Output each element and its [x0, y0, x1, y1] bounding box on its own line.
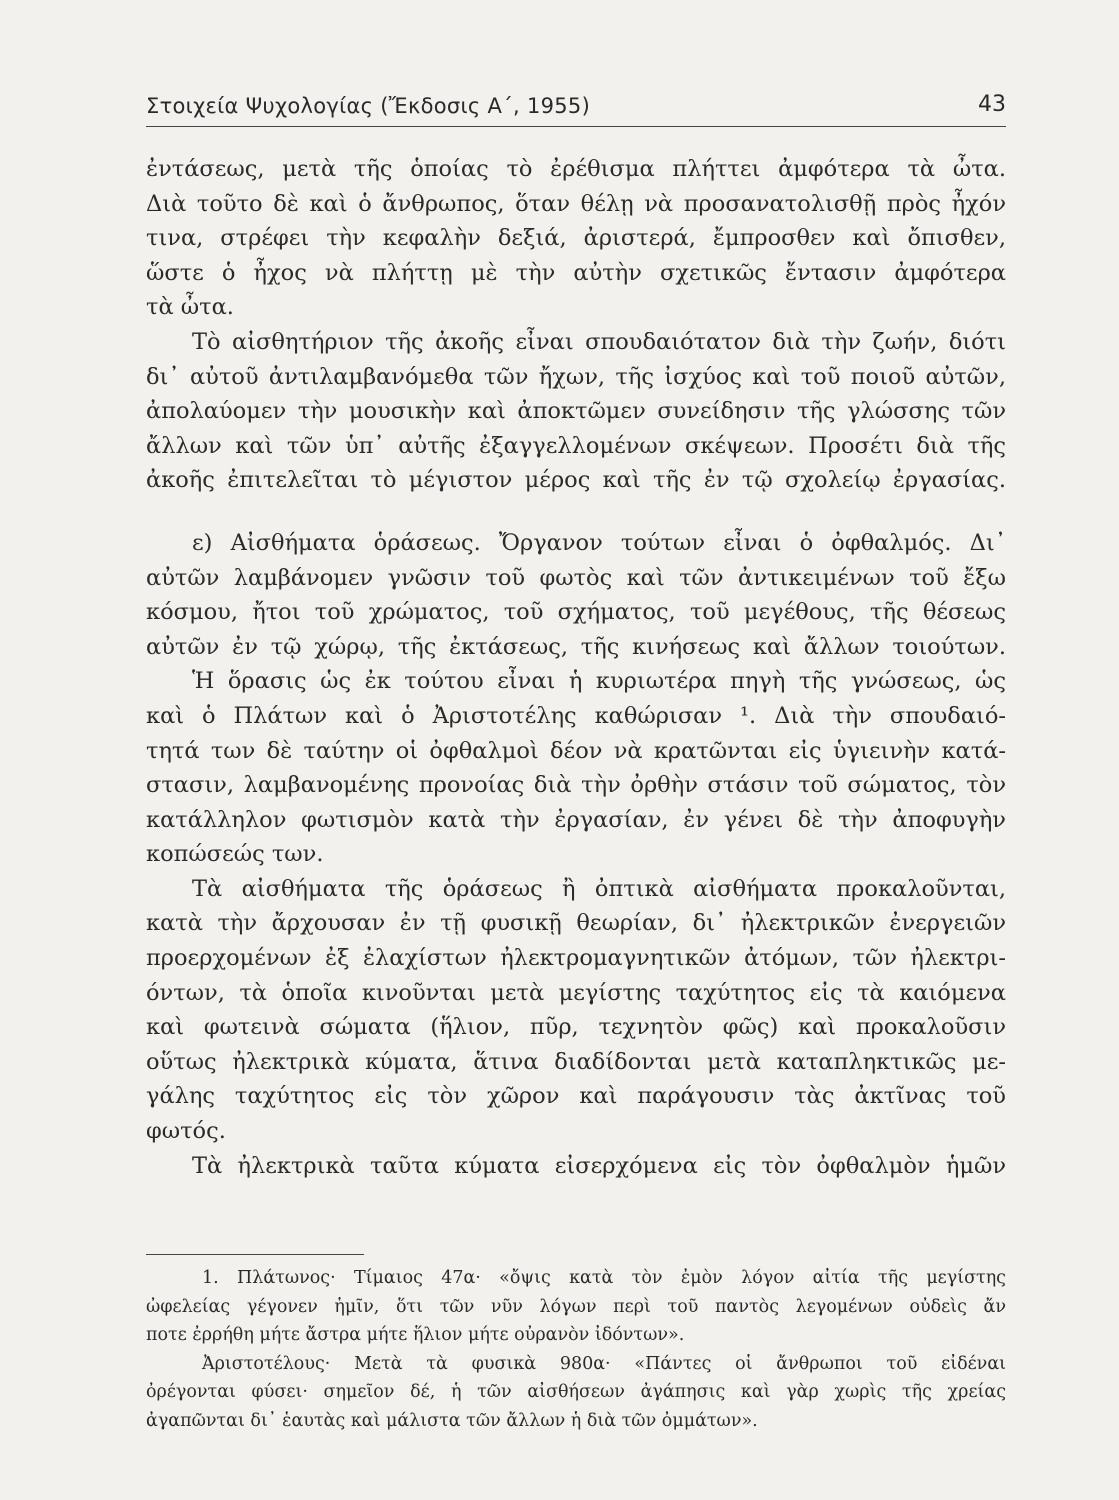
text-line: τὰ ὦτα.: [146, 294, 234, 321]
text-line: ἄλλων καὶ τῶν ὑπ᾽ αὐτῆς ἐξαγγελλομένων σκέψεων. Προσέτι διὰ τῆς: [146, 432, 1006, 459]
text-line: κοπώσεώς των.: [146, 841, 324, 868]
footnote-line: ὀρέγονται φύσει· σημεῖον δέ, ἡ τῶν αἰσθήσεων ἀγάπησις καὶ γὰρ χωρὶς τῆς χρείας: [146, 1382, 1006, 1402]
text-line: τητά των δὲ ταύτην οἱ ὀφθαλμοὶ δέον νὰ κρατῶνται εἰς ὑγιεινὴν κατά-: [146, 737, 1006, 764]
footnote-divider: [146, 1254, 364, 1255]
text-line: ἐντάσεως, μετὰ τῆς ὁποίας τὸ ἐρέθισμα πλήττει ἀμφότερα τὰ ὦτα.: [146, 156, 1006, 182]
text-line: ἀκοῆς ἐπιτελεῖται τὸ μέγιστον μέρος καὶ τῆς ἐν τῷ σχολείῳ ἐργασίας.: [146, 467, 1006, 494]
footnote-line: 1. Πλάτωνος· Τίμαιος 47α· «ὄψις κατὰ τὸν ἐμὸν λόγον αἰτία τῆς μεγίστης: [202, 1268, 1006, 1288]
text-line: αὐτῶν λαμβάνομεν γνῶσιν τοῦ φωτὸς καὶ τῶν ἀντικειμένων τοῦ ἔξω: [146, 564, 1006, 591]
text-line: τινα, στρέφει τὴν κεφαλὴν δεξιά, ἀριστερά, ἔμπροσθεν καὶ ὄπισθεν,: [146, 225, 1006, 252]
text-line: Τὰ αἰσθήματα τῆς ὁράσεως ἢ ὀπτικὰ αἰσθήματα προκαλοῦνται,: [192, 875, 1006, 902]
text-line: καὶ ὁ Πλάτων καὶ ὁ Ἀριστοτέλης καθώρισαν ¹. Διὰ τὴν σπουδαιό-: [146, 702, 1006, 729]
section-heading-line: ε) Αἰσθήματα ὁράσεως. Ὄργανον τούτων εἶναι ὁ ὀφθαλμός. Δι᾽: [192, 529, 1006, 556]
running-header: [146, 92, 1006, 127]
footnote-line: ὠφελείας γέγονεν ἡμῖν, ὅτι τῶν νῦν λόγων περὶ τοῦ παντὸς λεγομένων οὐδεὶς ἄν: [146, 1296, 1006, 1317]
text-line: κατάλληλον φωτισμὸν κατὰ τὴν ἐργασίαν, ἐν γένει δὲ τὴν ἀποφυγὴν: [146, 806, 1006, 833]
footnote-line: Ἀριστοτέλους· Μετὰ τὰ φυσικὰ 980α· «Πάντες οἱ ἄνθρωποι τοῦ εἰδέναι: [202, 1353, 1006, 1374]
text-line: φωτός.: [146, 1118, 226, 1145]
text-line: Τὰ ἠλεκτρικὰ ταῦτα κύματα εἰσερχόμενα εἰς τὸν ὀφθαλμὸν ἡμῶν: [192, 1152, 1006, 1179]
text-line: Τὸ αἰσθητήριον τῆς ἀκοῆς εἶναι σπουδαιότατον διὰ τὴν ζωήν, διότι: [192, 328, 1006, 355]
text-line: καὶ φωτεινὰ σώματα (ἥλιον, πῦρ, τεχνητὸν φῶς) καὶ προκαλοῦσιν: [146, 1014, 1006, 1041]
text-line: Ἡ ὅρασις ὡς ἐκ τούτου εἶναι ἡ κυριωτέρα πηγὴ τῆς γνώσεως, ὡς: [192, 668, 1006, 695]
text-line: κατὰ τὴν ἄρχουσαν ἐν τῇ φυσικῇ θεωρίαν, δι᾽ ἠλεκτρικῶν ἐνεργειῶν: [146, 910, 1006, 937]
footnotes: [146, 1264, 1006, 1435]
text-line: γάλης ταχύτητος εἰς τὸν χῶρον καὶ παράγουσιν τὰς ἀκτῖνας τοῦ: [146, 1083, 1006, 1110]
text-line: ἀπολαύομεν τὴν μουσικὴν καὶ ἀποκτῶμεν συνείδησιν τῆς γλώσσης τῶν: [146, 398, 1006, 425]
text-line: αὐτῶν ἐν τῷ χώρῳ, τῆς ἐκτάσεως, τῆς κινήσεως καὶ ἄλλων τοιούτων.: [146, 633, 1006, 660]
text-line: δι᾽ αὐτοῦ ἀντιλαμβανόμεθα τῶν ἤχων, τῆς ἰσχύος καὶ τοῦ ποιοῦ αὐτῶν,: [146, 363, 1006, 390]
text-line: όντων, τὰ ὁποῖα κινοῦνται μετὰ μεγίστης ταχύτητος εἰς τὰ καιόμενα: [146, 979, 1006, 1006]
section-gap: [146, 498, 1006, 526]
page-number: 43: [978, 92, 1006, 117]
text-line: στασιν, λαμβανομένης προνοίας διὰ τὴν ὀρθὴν στάσιν τοῦ σώματος, τὸν: [146, 772, 1006, 799]
text-line: κόσμου, ἤτοι τοῦ χρώματος, τοῦ σχήματος, τοῦ μεγέθους, τῆς θέσεως: [146, 599, 1006, 626]
text-line: οὕτως ἠλεκτρικὰ κύματα, ἅτινα διαδίδονται μετὰ καταπληκτικῶς με-: [146, 1048, 1006, 1075]
footnote-line: ποτε ἐρρήθη μήτε ἄστρα μήτε ἥλιον μήτε οὐρανὸν ἰδόντων».: [146, 1325, 685, 1345]
body-text: [146, 152, 1006, 1183]
footnote-line: ἀγαπῶνται δι᾽ ἑαυτὰς καὶ μάλιστα τῶν ἄλλων ἡ διὰ τῶν ὀμμάτων».: [146, 1410, 758, 1431]
header-title: Στοιχεία Ψυχολογίας (Ἔκδοσις Α΄, 1955): [146, 94, 591, 118]
text-line: προερχομένων ἐξ ἐλαχίστων ἠλεκτρομαγνητικῶν ἀτόμων, τῶν ἠλεκτρι-: [146, 945, 1006, 972]
text-line: ὥστε ὁ ἦχος νὰ πλήττῃ μὲ τὴν αὐτὴν σχετικῶς ἔντασιν ἀμφότερα: [146, 259, 1006, 286]
text-line: Διὰ τοῦτο δὲ καὶ ὁ ἄνθρωπος, ὅταν θέλῃ νὰ προσανατολισθῇ πρὸς ἦχόν: [146, 190, 1006, 217]
